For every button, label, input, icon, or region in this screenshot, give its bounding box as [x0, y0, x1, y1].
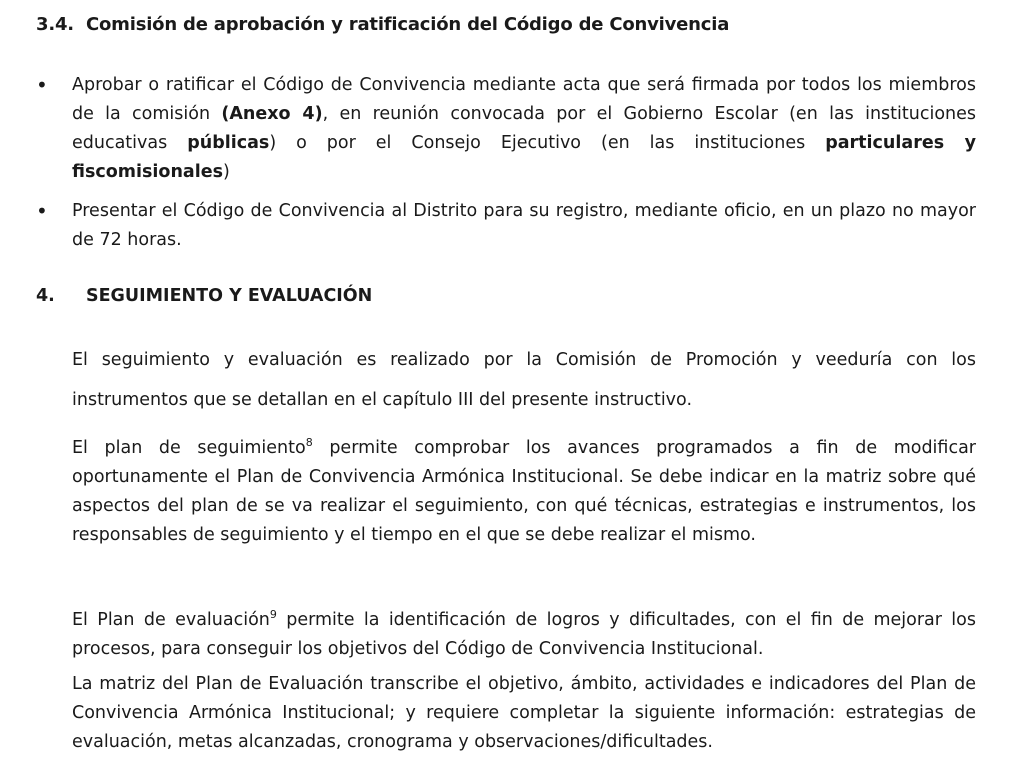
text-run: permite comprobar los avances programados a fin de modificar oportunamente el Plan de Convivencia Armónica Institucional. Se debe indicar en la matriz sobre qué aspectos del plan de se va realizar el seguimiento, con qué técnicas, estrategias e instrumentos, los responsables de seguimiento y el tiempo en el que se debe realizar el mismo.	[72, 438, 976, 545]
section-heading-3-4	[36, 14, 729, 35]
bold-run-annex: (Anexo 4)	[221, 104, 323, 124]
footnote-ref-9: 9	[269, 608, 277, 622]
footnote-ref-8: 8	[305, 436, 313, 450]
bullet-icon: •	[36, 73, 48, 97]
text-run: permite la identificación de logros y dificultades, con el fin de mejorar los procesos, para conseguir los objetivos del Código de Convivencia Institucional.	[72, 610, 976, 659]
paragraph-plan-seguimiento	[72, 434, 976, 550]
section-number: 3.4.	[36, 14, 74, 35]
text-run: El Plan de evaluación	[72, 610, 270, 630]
text-run: , en reunión convocada por el Gobierno Escolar (en las instituciones educativas	[72, 104, 976, 153]
text-run: Aprobar o ratificar el Código de Convivencia mediante acta que será firmada por todos los miembros de la comisión	[72, 75, 976, 124]
bullet-icon: •	[36, 199, 48, 223]
paragraph-plan-evaluacion	[72, 606, 976, 664]
paragraph-seguimiento-evaluacion: El seguimiento y evaluación es realizado por la Comisión de Promoción y veeduría con los instrumentos que se detallan en el capítulo III del presente instructivo.	[72, 350, 976, 410]
bullet-text	[72, 71, 976, 187]
bullet-item-present	[36, 197, 976, 255]
text-run: )	[223, 162, 230, 182]
bold-run-particulares: particulares y fiscomisionales	[72, 133, 977, 182]
bullet-item-approve	[36, 71, 976, 187]
text-run: ) o por el Consejo Ejecutivo (en las instituciones	[269, 133, 826, 153]
text-run: El plan de seguimiento	[72, 438, 306, 458]
section-title: Comisión de aprobación y ratificación del Código de Convivencia	[86, 14, 730, 35]
paragraph-matriz-evaluacion: La matriz del Plan de Evaluación transcribe el objetivo, ámbito, actividades e indicadores del Plan de Convivencia Armónica Institucional; y requiere completar la siguiente información: estrategias de evaluación, metas alcanzadas, cronograma y observaciones/dificultades.	[72, 674, 976, 752]
bold-run-publicas: públicas	[187, 133, 270, 153]
bullet-text: Presentar el Código de Convivencia al Distrito para su registro, mediante oficio, en un plazo no mayor de 72 horas.	[72, 201, 976, 250]
section-title: SEGUIMIENTO Y EVALUACIÓN	[86, 286, 373, 306]
section-heading-4	[36, 286, 372, 306]
section-number: 4.	[36, 286, 55, 306]
